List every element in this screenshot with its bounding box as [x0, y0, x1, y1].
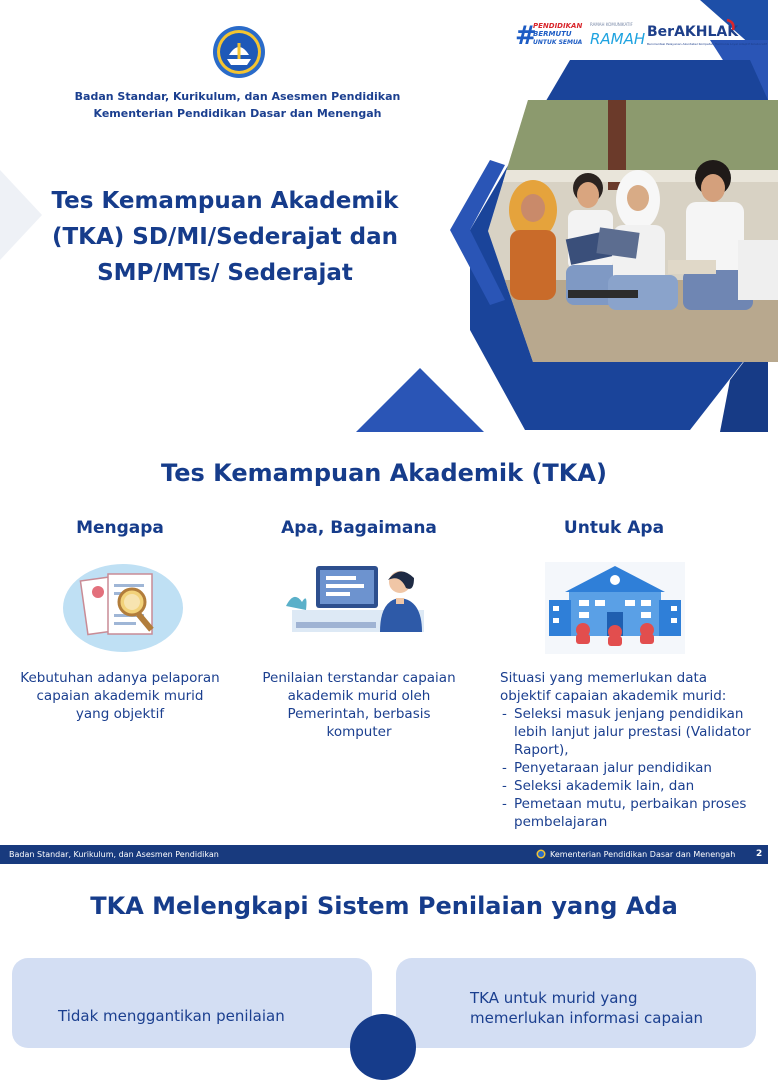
- svg-text:PENDIDIKAN: PENDIDIKAN: [533, 22, 583, 30]
- list-item: - Penyetaraan jalur pendidikan: [500, 759, 760, 777]
- documents-magnifier-illustration: [62, 562, 184, 654]
- svg-text:RAMAH: RAMAH: [590, 30, 646, 48]
- cover-slide: [0, 0, 768, 432]
- ramah-logo: [588, 18, 646, 50]
- card-right-line: TKA untuk murid yang: [470, 989, 638, 1007]
- mengapa-description: Kebutuhan adanya pelaporan capaian akademik murid yang objektif: [20, 670, 220, 722]
- footer-institution: Badan Standar, Kurikulum, dan Asesmen Pendidikan: [9, 850, 219, 859]
- svg-text:RAMAH KOMUNIKATIF: RAMAH KOMUNIKATIF: [590, 22, 633, 27]
- card-left-text: Tidak menggantikan penilaian: [58, 1007, 285, 1025]
- column-heading-apa-bagaimana: Apa, Bagaimana: [281, 518, 437, 538]
- pendidikan-bermutu-logo: [515, 18, 587, 50]
- center-circle-icon: [350, 1014, 416, 1080]
- card-right-text: [470, 988, 703, 1028]
- slide-footer: [0, 845, 768, 864]
- ministry-name: Kementerian Pendidikan Dasar dan Menengah: [93, 107, 382, 120]
- svg-text:BERMUTU: BERMUTU: [533, 30, 572, 38]
- svg-text:BerAKHLAK: BerAKHLAK: [647, 24, 739, 40]
- untuk-apa-list: [500, 705, 760, 831]
- berakhlak-logo: [647, 18, 767, 50]
- list-item: - Seleksi masuk jenjang pendidikan lebih lanjut jalur prestasi (Validator Raport),: [500, 705, 760, 759]
- svg-text:#: #: [515, 21, 537, 51]
- apa-bagaimana-description: Penilaian terstandar capaian akademik murid oleh Pemerintah, berbasis komputer: [262, 670, 456, 740]
- column-heading-untuk-apa: Untuk Apa: [563, 518, 665, 538]
- cover-title: [25, 183, 425, 291]
- tka-overview-slide: [0, 432, 768, 864]
- untuk-apa-description: [500, 669, 760, 831]
- page-number: 2: [756, 849, 763, 859]
- ministry-logo: [212, 25, 266, 79]
- computer-test-illustration: [282, 562, 434, 654]
- students-photo: [488, 100, 778, 362]
- svg-text:Berorientasi Pelayanan Akuntab: Berorientasi Pelayanan Akuntabel Kompeten Harmonis Loyal Adaptif Kolaboratif: [647, 42, 767, 46]
- card-right-line: memerlukan informasi capaian: [470, 1009, 704, 1027]
- footer-ministry: Kementerian Pendidikan Dasar dan Menengah: [550, 850, 736, 859]
- cover-title-line: SMP/MTs/ Sederajat: [97, 260, 353, 286]
- column-heading-mengapa: Mengapa: [76, 518, 164, 538]
- cover-title-line: (TKA) SD/MI/Sederajat dan: [51, 224, 399, 250]
- assessment-system-slide: [0, 864, 768, 1027]
- school-building-illustration: [545, 562, 685, 654]
- cover-title-line: Tes Kemampuan Akademik: [51, 188, 399, 214]
- untuk-apa-intro: Situasi yang memerlukan data objektif capaian akademik murid:: [500, 670, 727, 704]
- list-item: - Pemetaan mutu, perbaikan proses pembelajaran: [500, 795, 760, 831]
- ministry-emblem-icon: [536, 849, 546, 859]
- slide-title: TKA Melengkapi Sistem Penilaian yang Ada: [90, 892, 678, 920]
- slide-title: Tes Kemampuan Akademik (TKA): [161, 459, 607, 487]
- info-card-left: [12, 958, 372, 1048]
- list-item: - Seleksi akademik lain, dan: [500, 777, 760, 795]
- svg-text:UNTUK SEMUA: UNTUK SEMUA: [533, 39, 583, 46]
- institution-name: Badan Standar, Kurikulum, dan Asesmen Pendidikan: [74, 90, 401, 103]
